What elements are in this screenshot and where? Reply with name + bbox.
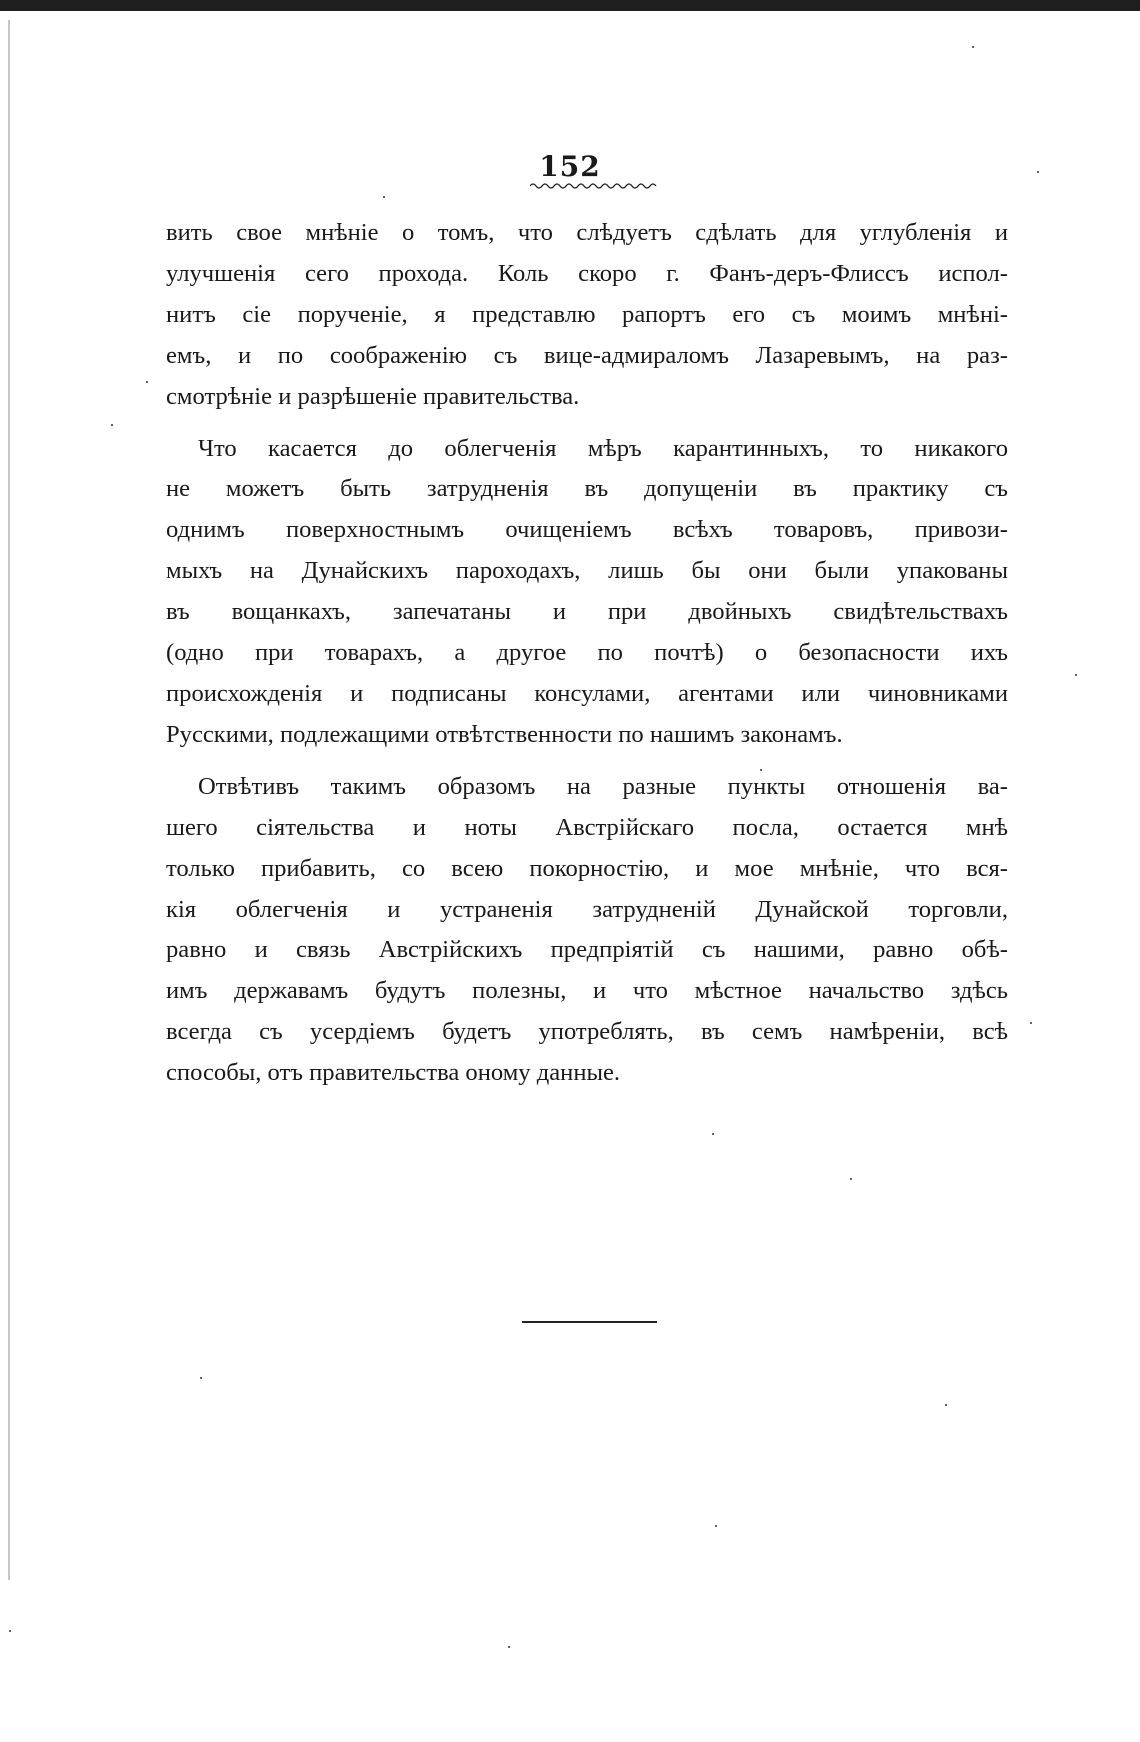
scan-speck <box>383 196 385 198</box>
scan-speck <box>1075 674 1077 676</box>
paragraph-2 <box>166 429 1008 756</box>
text-line: Отвѣтивъ такимъ образомъ на разные пункты отношенія ва- <box>198 772 1008 800</box>
text-line: улучшенія сего прохода. Коль скоро г. Фанъ-деръ-Флиссъ испол- <box>166 259 1008 287</box>
text-line: только прибавить, со всею покорностію, и мое мнѣніе, что вся- <box>166 854 1008 882</box>
scan-top-edge <box>0 0 1140 11</box>
scan-speck <box>972 46 974 48</box>
text-line: въ вощанкахъ, запечатаны и при двойныхъ свидѣтельствахъ <box>166 598 1008 626</box>
scan-speck <box>111 424 113 426</box>
text-line: Русскими, подлежащими отвѣтственности по нашимъ законамъ. <box>166 720 843 748</box>
scan-speck <box>9 1630 11 1632</box>
closing-rule <box>522 1321 657 1323</box>
text-line: всегда съ усердіемъ будетъ употреблять, въ семъ намѣреніи, всѣ <box>166 1018 1008 1046</box>
page-number: 152 <box>539 150 601 183</box>
scan-speck <box>146 381 148 383</box>
scan-speck <box>945 1404 947 1406</box>
text-line: Что касается до облегченія мѣръ карантинныхъ, то никакого <box>198 434 1008 462</box>
paragraph-1 <box>166 213 1008 418</box>
text-line: (одно при товарахъ, а другое по почтѣ) о безопасности ихъ <box>166 639 1008 667</box>
text-line: однимъ поверхностнымъ очищеніемъ всѣхъ товаровъ, привози- <box>166 516 1008 544</box>
text-line: имъ державамъ будутъ полезны, и что мѣстное начальство здѣсь <box>166 977 1008 1005</box>
scan-speck <box>760 769 762 771</box>
scan-speck <box>715 1525 717 1527</box>
text-line: нитъ сіе порученіе, я представлю рапортъ его съ моимъ мнѣні- <box>166 300 1008 328</box>
text-line: емъ, и по соображенію съ вице-адмираломъ Лазаревымъ, на раз- <box>166 341 1008 369</box>
scan-speck <box>508 1646 510 1648</box>
text-line: шего сіятельства и ноты Австрійскаго посла, остается мнѣ <box>166 813 1008 841</box>
text-line: способы, отъ правительства оному данные. <box>166 1059 621 1087</box>
scan-speck <box>712 1133 714 1135</box>
page-body <box>166 213 1008 1094</box>
scan-speck <box>1037 171 1039 173</box>
paragraph-3 <box>166 767 1008 1094</box>
scan-left-edge <box>8 20 10 1580</box>
text-line: равно и связь Австрійскихъ предпріятій съ нашими, равно обѣ- <box>166 936 1008 964</box>
text-line: вить свое мнѣніе о томъ, что слѣдуетъ сдѣлать для углубленія и <box>166 219 1008 246</box>
text-line: кія облегченія и устраненія затрудненій Дунайской торговли, <box>166 895 1008 923</box>
text-line: мыхъ на Дунайскихъ пароходахъ, лишь бы они были упакованы <box>166 557 1008 585</box>
text-line: смотрѣніе и разрѣшеніе правительства. <box>166 382 580 410</box>
scan-speck <box>850 1178 852 1180</box>
page-number-underline <box>530 182 660 190</box>
text-line: не можетъ быть затрудненія въ допущеніи въ практику съ <box>166 475 1008 503</box>
text-line: происхожденія и подписаны консулами, агентами или чиновниками <box>166 679 1008 707</box>
scan-speck <box>200 1377 202 1379</box>
scan-speck <box>1030 1022 1032 1024</box>
